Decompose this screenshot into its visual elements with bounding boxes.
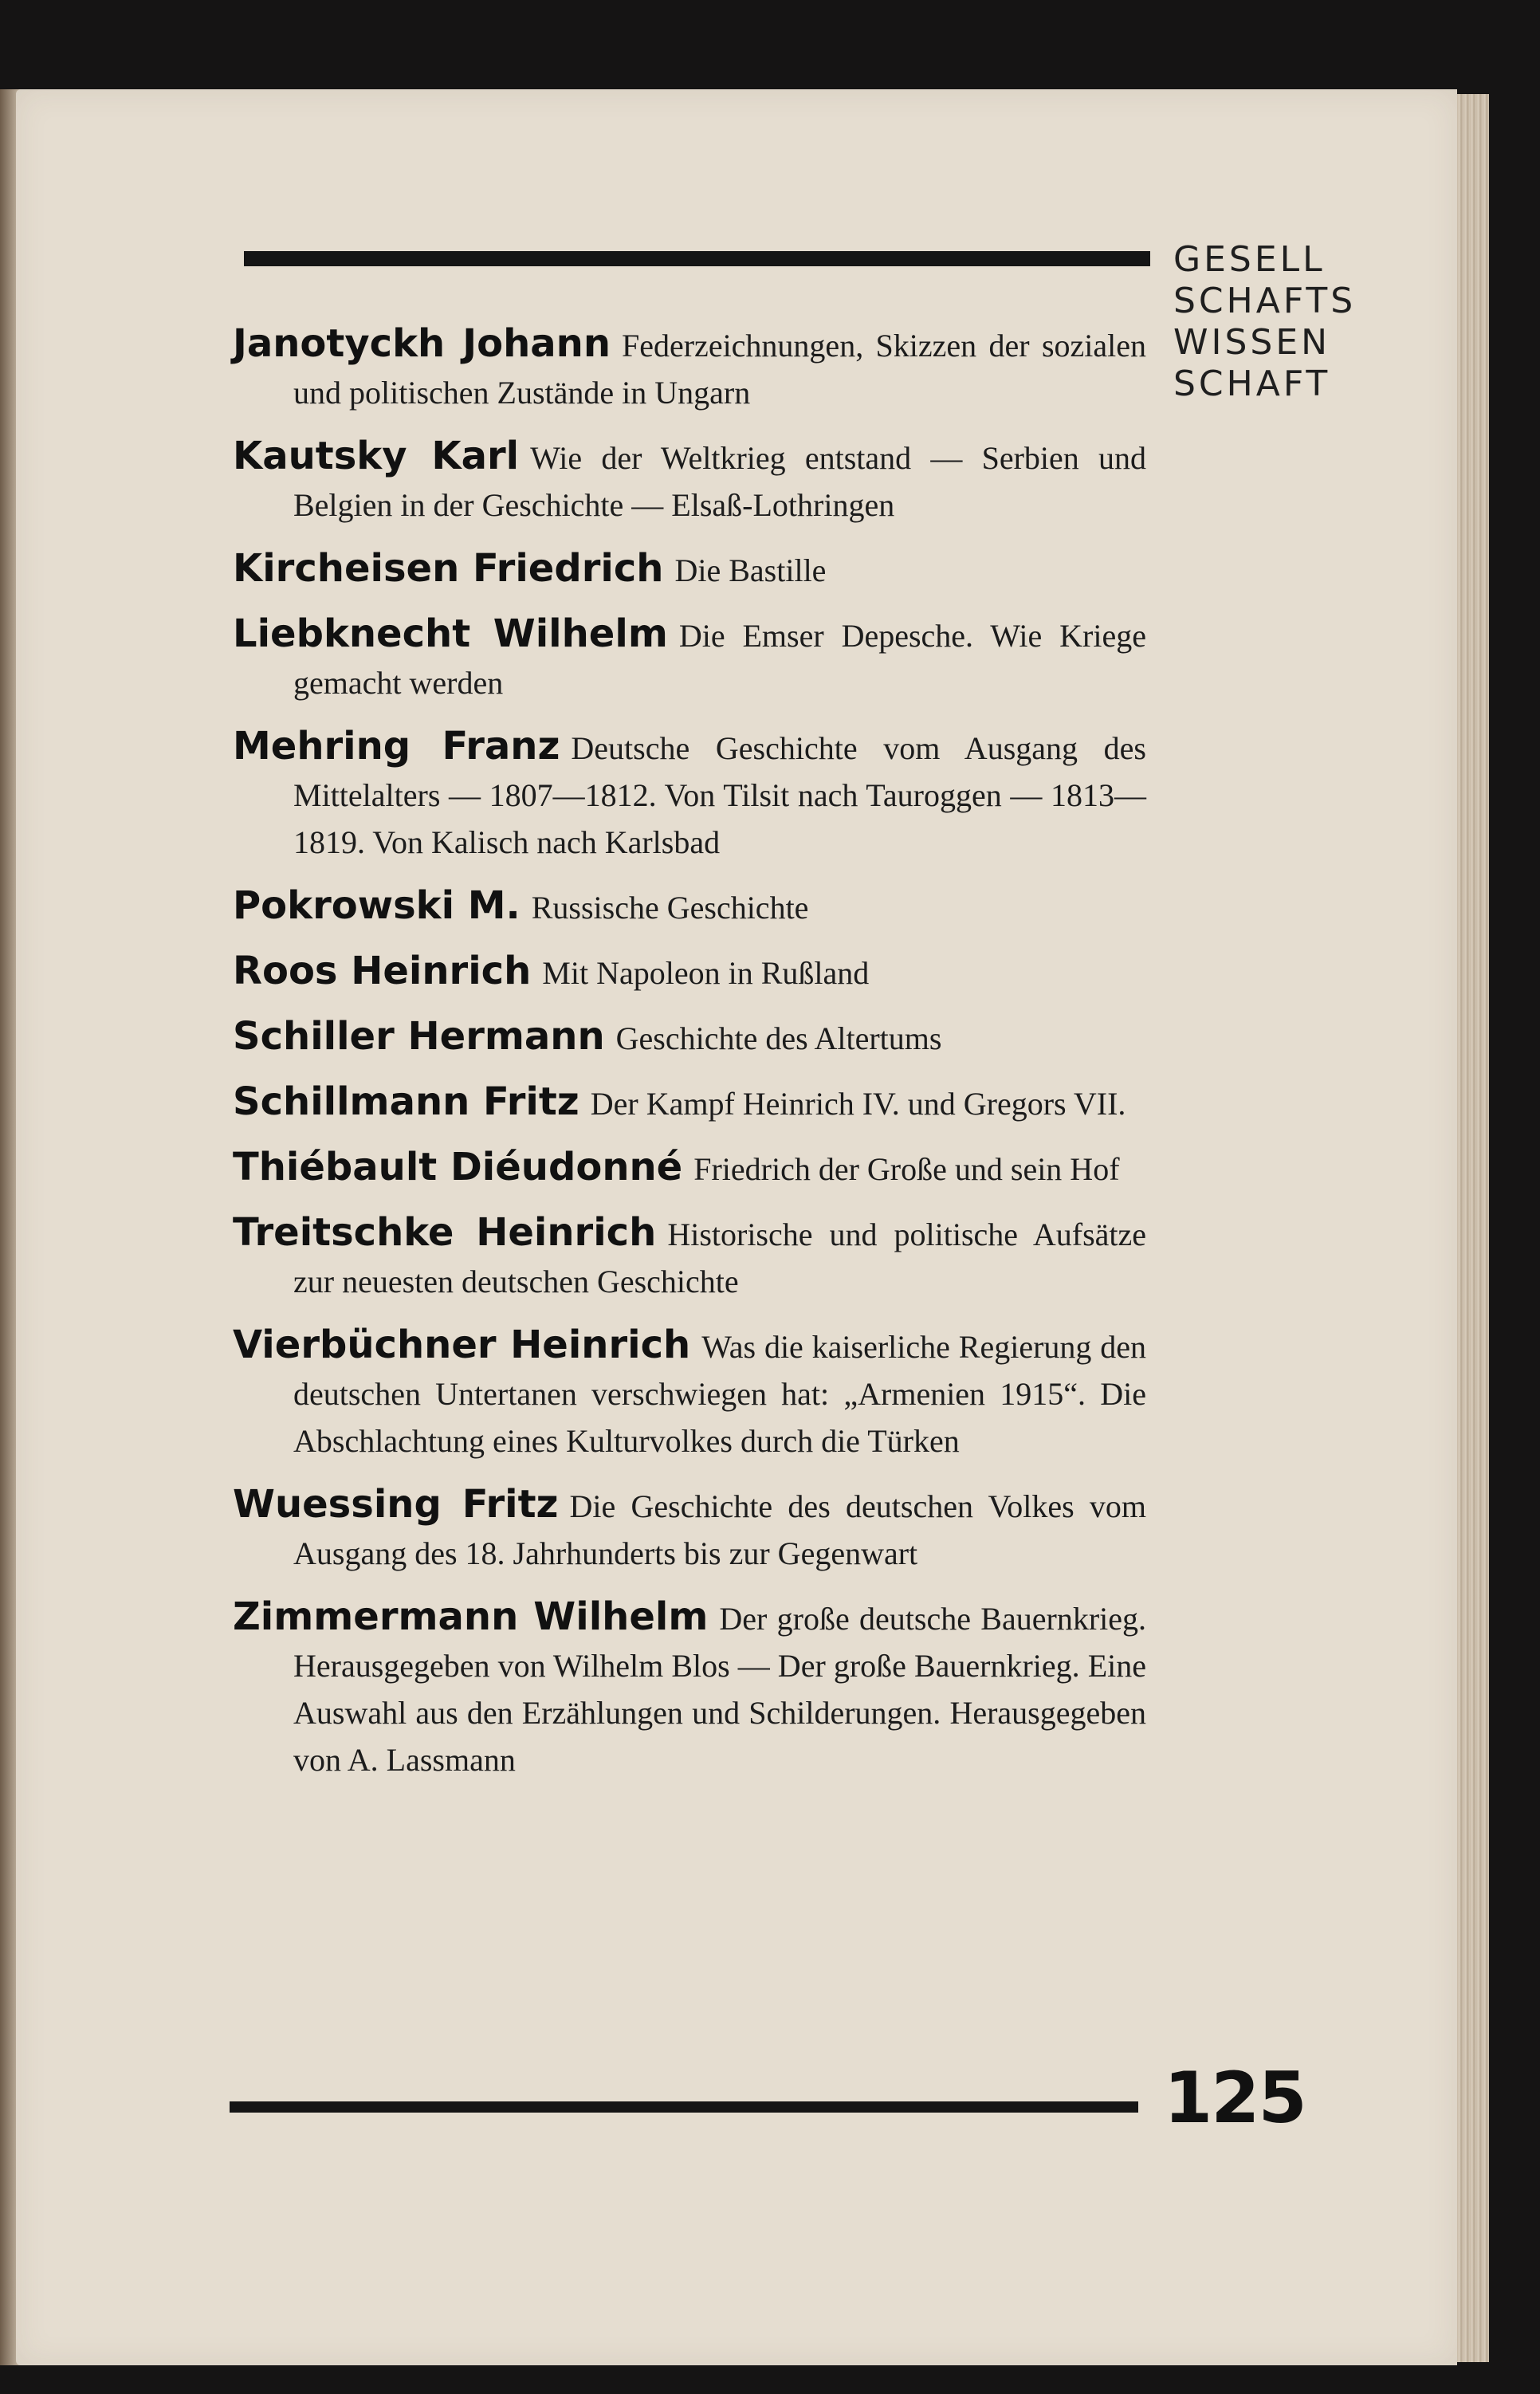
entry-author: Wuessing Fritz (233, 1482, 559, 1527)
entry-author: Vierbüchner Heinrich (233, 1323, 691, 1367)
section-label-line: GESELL (1173, 239, 1326, 280)
entry-text: Friedrich der Große und sein Hof (693, 1151, 1120, 1187)
bibliography-entry (233, 545, 1146, 594)
entry-author: Schillmann Fritz (233, 1079, 579, 1124)
entry-author: Thiébault Diéudonné (233, 1145, 683, 1189)
bibliography-entry (233, 1079, 1146, 1127)
entry-author: Zimmermann Wilhelm (233, 1594, 709, 1639)
bibliography-entry (233, 723, 1146, 866)
entry-author: Kircheisen Friedrich (233, 546, 664, 591)
entry-author: Treitschke Heinrich (233, 1210, 657, 1255)
entry-author: Roos Heinrich (233, 949, 532, 993)
bibliography-entry (233, 1481, 1146, 1577)
entry-author: Mehring Franz (233, 724, 560, 769)
section-label-line: SCHAFTS (1173, 281, 1357, 321)
bibliography-entry (233, 1144, 1146, 1193)
entry-text: Geschichte des Altertums (615, 1020, 942, 1056)
entry-text: Deutsche Geschichte vom Ausgang des Mittelalters — 1807—1812. Von Tilsit nach Tauroggen — 1813—1819. Von Kalisch nach Karlsbad (293, 730, 1146, 860)
bibliography-entry (233, 883, 1146, 931)
bibliography-entry (233, 433, 1146, 529)
entry-author: Liebknecht Wilhelm (233, 611, 668, 656)
bibliography-entry (233, 1013, 1146, 1062)
section-label (1173, 239, 1381, 405)
entry-text: Der große deutsche Bauernkrieg. Herausgegeben von Wilhelm Blos — Der große Bauernkrieg. Eine Auswahl aus den Erzählungen und Schilderungen. Herausgegeben von A. Lassmann (293, 1601, 1147, 1778)
entry-author: Kautsky Karl (233, 434, 520, 478)
bibliography-entry (233, 611, 1146, 706)
bibliography-list (233, 320, 1146, 1800)
entry-text: Der Kampf Heinrich IV. und Gregors VII. (590, 1086, 1126, 1122)
entry-text: Mit Napoleon in Rußland (542, 955, 870, 991)
bibliography-entry (233, 1209, 1146, 1305)
section-label-line: WISSEN (1173, 322, 1331, 363)
page-edges (1457, 94, 1489, 2362)
entry-author: Schiller Hermann (233, 1014, 605, 1059)
entry-author: Pokrowski M. (233, 883, 521, 928)
bibliography-entry (233, 1594, 1146, 1783)
section-label-line: SCHAFT (1173, 364, 1331, 404)
entry-text: Wie der Weltkrieg entstand — Serbien und Belgien in der Geschichte — Elsaß-Lothringen (293, 440, 1147, 523)
entry-text: Die Bastille (674, 552, 827, 588)
top-rule (244, 251, 1150, 266)
entry-text: Die Geschichte des deutschen Volkes vom Ausgang des 18. Jahrhunderts bis zur Gegenwart (293, 1488, 1146, 1571)
page-number: 125 (1164, 2057, 1306, 2139)
entry-text: Die Emser Depesche. Wie Kriege gemacht werden (293, 618, 1146, 701)
entry-text: Was die kaiserliche Regierung den deutschen Untertanen verschwiegen hat: „Armenien 1915“. Die Abschlachtung eines Kulturvolkes durch die Türken (293, 1329, 1146, 1459)
bibliography-entry (233, 1322, 1146, 1464)
entry-author: Janotyckh Johann (233, 321, 611, 366)
bibliography-entry (233, 948, 1146, 997)
entry-text: Historische und politische Aufsätze zur neuesten deutschen Geschichte (293, 1217, 1147, 1299)
entry-text: Federzeichnungen, Skizzen der sozialen und politischen Zustände in Ungarn (293, 328, 1146, 411)
entry-text: Russische Geschichte (531, 890, 809, 926)
bibliography-entry (233, 320, 1146, 416)
bottom-rule (230, 2101, 1138, 2113)
